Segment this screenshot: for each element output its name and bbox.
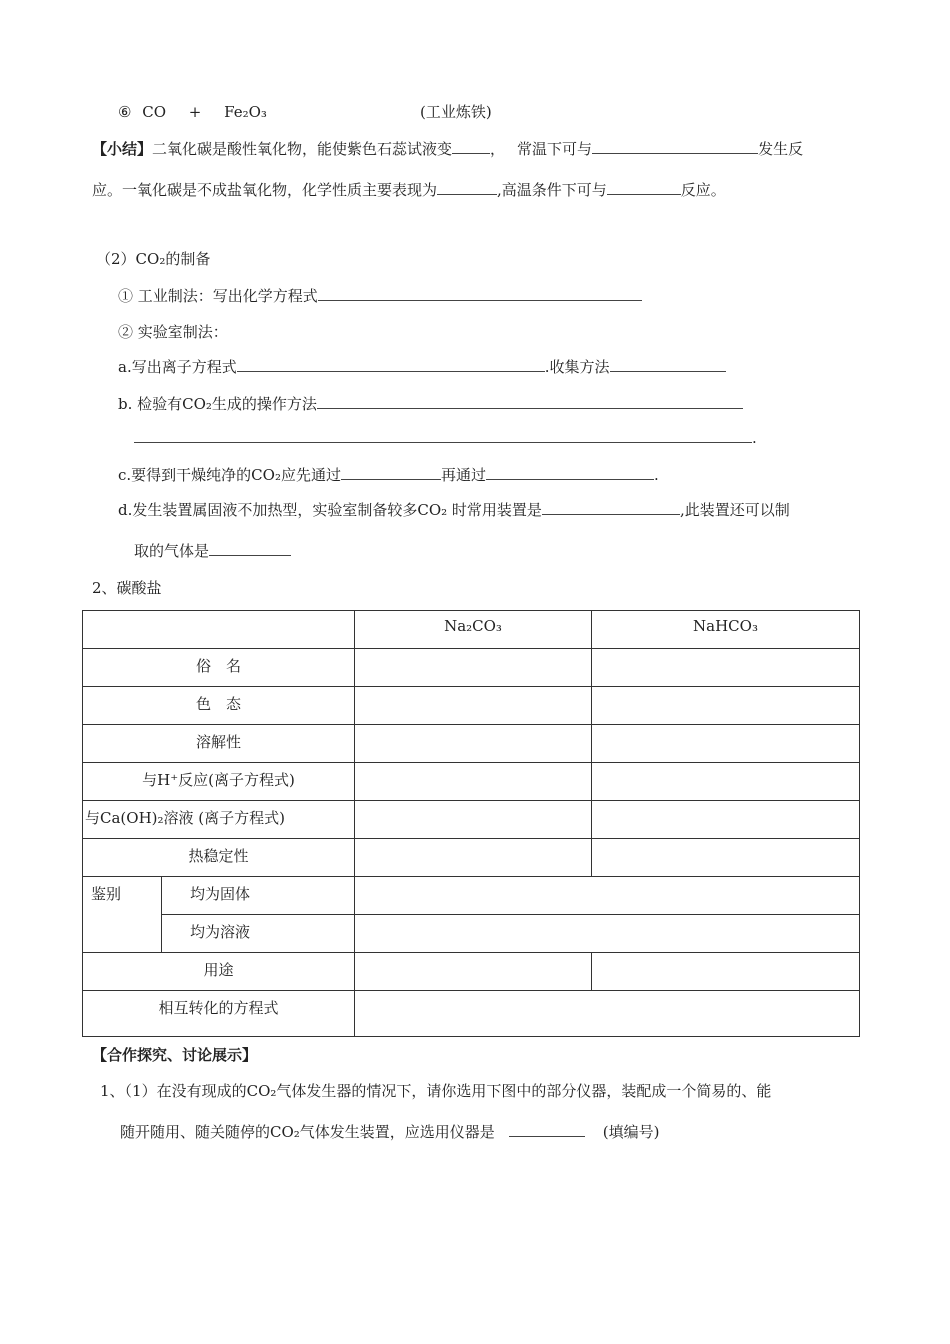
litmus-color-blank[interactable] <box>452 139 490 154</box>
reaction-number: ⑥ <box>118 103 132 121</box>
ionic-equation-blank[interactable] <box>237 357 545 372</box>
question-d-cont-label: 取的气体是 <box>134 542 210 560</box>
question-a-collect-label: .收集方法 <box>544 358 610 376</box>
apparatus-blank[interactable] <box>542 500 680 515</box>
industrial-method <box>118 286 642 306</box>
question-c-end: . <box>653 466 659 484</box>
question-d-label: d.发生装置属固液不加热型，实验室制备较多CO₂ 时常用装置是 <box>118 501 542 519</box>
reaction-6 <box>118 102 267 122</box>
question-b-end: . <box>752 429 757 447</box>
collection-method-blank[interactable] <box>610 357 726 372</box>
carbonates-heading: 2、碳酸盐 <box>92 579 162 597</box>
answer-cell[interactable] <box>355 763 592 801</box>
row-label-interconversion: 相互转化的方程式 <box>83 991 355 1037</box>
apparatus-number-blank[interactable] <box>509 1122 585 1137</box>
reactant-co: CO <box>142 103 167 121</box>
row-label-caoh2-reaction: 与Ca(OH)₂溶液 (离子方程式) <box>83 801 355 839</box>
question-d-cont <box>134 541 291 561</box>
answer-cell-wide[interactable] <box>355 991 860 1037</box>
question-c <box>118 465 659 485</box>
test-method-blank-1[interactable] <box>317 394 743 409</box>
first-pass-blank[interactable] <box>341 465 441 480</box>
table-row <box>83 839 860 877</box>
co-property-blank[interactable] <box>437 180 497 195</box>
question-a <box>118 357 726 377</box>
answer-cell[interactable] <box>592 687 860 725</box>
question-b <box>118 394 743 414</box>
answer-cell[interactable] <box>592 953 860 991</box>
answer-cell-wide[interactable] <box>355 877 860 915</box>
plus-sign: + <box>188 103 202 121</box>
summary-text-4: 应。一氧化碳是不成盐氧化物，化学性质主要表现为 <box>92 181 438 199</box>
answer-cell[interactable] <box>592 801 860 839</box>
header-nahco3: NaHCO₃ <box>592 611 860 649</box>
header-na2co3: Na₂CO₃ <box>355 611 592 649</box>
answer-cell[interactable] <box>355 649 592 687</box>
coop-question-1-line-2 <box>120 1122 660 1142</box>
table-row <box>83 687 860 725</box>
lab-method-label: ② 实验室制法： <box>118 323 228 341</box>
answer-cell[interactable] <box>355 839 592 877</box>
summary-text-1: 二氧化碳是酸性氧化物，能使紫色石蕊试液变 <box>152 140 453 158</box>
table-row <box>83 953 860 991</box>
summary-line-2 <box>92 180 726 200</box>
row-label-appearance: 色 态 <box>83 687 355 725</box>
other-gas-blank[interactable] <box>209 541 291 556</box>
co2-react-with-blank[interactable] <box>592 139 758 154</box>
carbonate-comparison-table <box>82 610 860 1037</box>
table-row <box>83 915 860 953</box>
answer-cell[interactable] <box>592 839 860 877</box>
summary-text-6: 反应。 <box>680 181 726 199</box>
row-label-solution: 均为溶液 <box>162 915 355 953</box>
question-b-label: b. 检验有CO₂生成的操作方法 <box>118 395 317 413</box>
summary-tag: 【小结】 <box>92 140 153 158</box>
question-a-label: a.写出离子方程式 <box>118 358 237 376</box>
answer-cell[interactable] <box>355 725 592 763</box>
table-row <box>83 877 860 915</box>
row-label-thermal-stability: 热稳定性 <box>83 839 355 877</box>
answer-cell[interactable] <box>592 763 860 801</box>
row-label-acid-reaction: 与H⁺反应(离子方程式) <box>83 763 355 801</box>
row-label-use: 用途 <box>83 953 355 991</box>
row-label-solubility: 溶解性 <box>83 725 355 763</box>
coop-heading: 【合作探究、讨论展示】 <box>92 1046 258 1064</box>
question-c-label: c.要得到干燥纯净的CO₂应先通过 <box>118 466 341 484</box>
industrial-method-label: ① 工业制法：写出化学方程式 <box>118 287 318 305</box>
question-c-mid: 再通过 <box>440 466 486 484</box>
summary-text-2: 常温下可与 <box>517 140 593 158</box>
summary-text-3: 发生反 <box>758 140 804 158</box>
answer-cell[interactable] <box>592 725 860 763</box>
answer-cell[interactable] <box>355 801 592 839</box>
answer-cell-wide[interactable] <box>355 915 860 953</box>
coop-question-1-text: 随开随用、随关随停的CO₂气体发生装置，应选用仪器是 <box>120 1123 495 1141</box>
row-label-identify: 鉴别 <box>83 877 162 953</box>
question-d-mid: ,此装置还可以制 <box>679 501 790 519</box>
question-d <box>118 500 790 520</box>
second-pass-blank[interactable] <box>486 465 654 480</box>
summary-line-1 <box>92 139 803 159</box>
summary-comma: ， <box>490 140 506 158</box>
test-method-blank-2[interactable] <box>134 428 752 443</box>
table-row <box>83 801 860 839</box>
answer-cell[interactable] <box>355 687 592 725</box>
header-empty-cell <box>83 611 355 649</box>
row-label-common-name: 俗 名 <box>83 649 355 687</box>
reactant-fe2o3: Fe₂O₃ <box>224 103 267 121</box>
co-high-temp-blank[interactable] <box>607 180 681 195</box>
table-row <box>83 763 860 801</box>
answer-cell[interactable] <box>355 953 592 991</box>
row-label-solid: 均为固体 <box>162 877 355 915</box>
co2-prep-heading: （2）CO₂的制备 <box>96 250 211 268</box>
question-b-cont <box>134 428 757 448</box>
table-row <box>83 649 860 687</box>
industrial-equation-blank[interactable] <box>318 286 642 301</box>
reaction-6-note: (工业炼铁) <box>420 103 492 121</box>
table-header-row <box>83 611 860 649</box>
table-row <box>83 991 860 1037</box>
coop-question-1-line-1: 1、（1）在没有现成的CO₂气体发生器的情况下，请你选用下图中的部分仪器，装配成一个简易的、能 <box>100 1082 772 1100</box>
coop-question-1-end: (填编号) <box>602 1123 660 1141</box>
summary-text-5: ,高温条件下可与 <box>497 181 607 199</box>
table-row <box>83 725 860 763</box>
answer-cell[interactable] <box>592 649 860 687</box>
